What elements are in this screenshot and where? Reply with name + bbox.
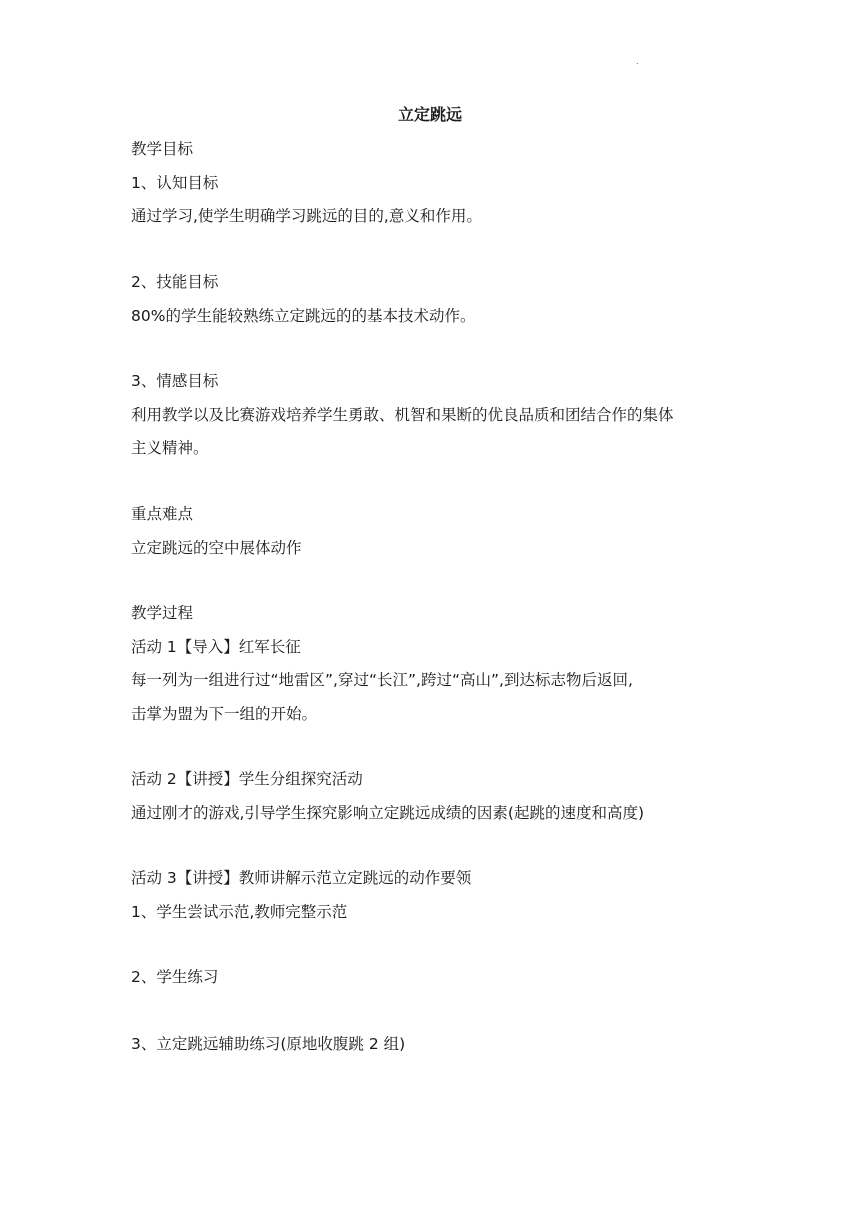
activity-1-paragraph-line2: 击掌为盟为下一组的开始。 — [131, 705, 318, 723]
objective-heading-skill: 2、技能目标 — [131, 273, 219, 291]
activity-1-paragraph-line1: 每一列为一组进行过“地雷区”,穿过“长江”,跨过“高山”,到达标志物后返回, — [131, 671, 633, 689]
section-heading-objectives: 教学目标 — [131, 140, 194, 158]
section-heading-key-points: 重点难点 — [131, 505, 194, 523]
paragraph-cognitive: 通过学习,使学生明确学习跳远的目的,意义和作用。 — [131, 207, 482, 225]
activity-3-heading: 活动 3【讲授】教师讲解示范立定跳远的动作要领 — [131, 869, 472, 887]
activity-3-step-2: 2、学生练习 — [131, 968, 219, 986]
objective-heading-affective: 3、情感目标 — [131, 372, 219, 390]
paragraph-affective-line2: 主义精神。 — [131, 439, 209, 457]
paragraph-key-points: 立定跳远的空中展体动作 — [131, 539, 302, 557]
activity-2-heading: 活动 2【讲授】学生分组探究活动 — [131, 770, 363, 788]
activity-1-heading: 活动 1【导入】红军长征 — [131, 638, 301, 656]
activity-3-step-3: 3、立定跳远辅助练习(原地收腹跳 2 组) — [131, 1035, 406, 1053]
activity-3-step-1: 1、学生尝试示范,教师完整示范 — [131, 903, 348, 921]
header-mark: . — [636, 57, 639, 66]
section-heading-process: 教学过程 — [131, 604, 194, 622]
paragraph-skill: 80%的学生能较熟练立定跳远的的基本技术动作。 — [131, 307, 476, 325]
activity-2-paragraph: 通过刚才的游戏,引导学生探究影响立定跳远成绩的因素(起跳的速度和高度) — [131, 804, 645, 822]
objective-heading-cognitive: 1、认知目标 — [131, 174, 219, 192]
document-title: 立定跳远 — [397, 105, 462, 124]
paragraph-affective-line1: 利用教学以及比赛游戏培养学生勇敢、机智和果断的优良品质和团结合作的集体 — [131, 406, 674, 424]
